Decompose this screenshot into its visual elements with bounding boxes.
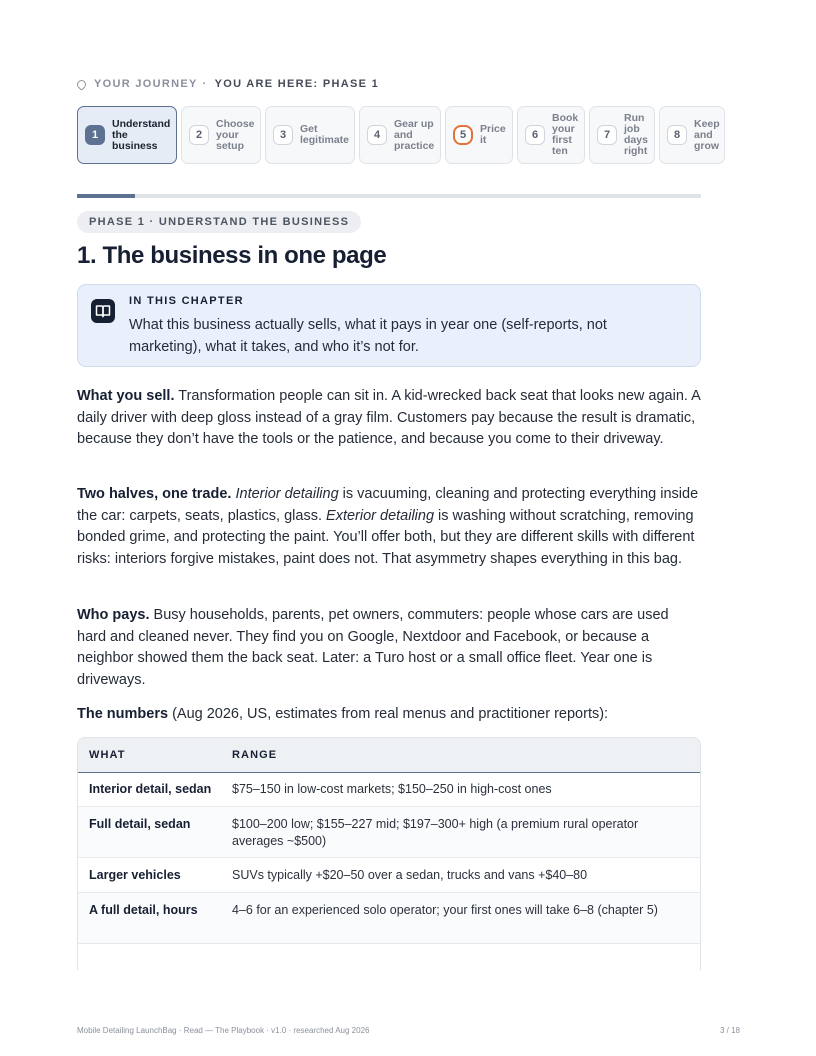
- paragraph-emphasis: Exterior detailing: [326, 507, 435, 524]
- book-icon: [91, 299, 115, 323]
- callout-text: What this business actually sells, what it pays in year one (self-reports, not marketing), what it takes, and who it’s not for.: [129, 317, 607, 355]
- row-what: Full detail, sedan: [89, 817, 191, 831]
- paragraph-numbers: [77, 704, 701, 726]
- step-label: Understand the business: [112, 117, 171, 152]
- paragraph-lead: Who pays.: [77, 607, 150, 623]
- journey-progress-bar: [77, 194, 701, 198]
- paragraph-two-halves: [77, 484, 701, 571]
- paragraph-text: is vacuuming, cleaning and protecting everything inside the car: carpets, seats, plastics, glass.: [77, 486, 699, 524]
- step-label: Run job days right: [624, 112, 648, 157]
- journey-separator: ·: [202, 78, 208, 90]
- phase-pill: PHASE 1 · UNDERSTAND THE BUSINESS: [77, 211, 361, 233]
- step-number: 2: [189, 125, 209, 145]
- step-number: 8: [667, 125, 687, 145]
- table-header: [78, 738, 700, 773]
- callout-label: IN THIS CHAPTER: [129, 295, 244, 307]
- step-4[interactable]: [359, 106, 441, 164]
- step-number: 5: [453, 125, 473, 145]
- paragraph-what-you-sell: [77, 386, 701, 451]
- paragraph-lead: Two halves, one trade.: [77, 486, 232, 502]
- location-pin-icon: [75, 78, 88, 91]
- row-what: Larger vehicles: [89, 867, 181, 882]
- chapter-callout: [77, 284, 701, 367]
- table-row: [78, 893, 700, 944]
- step-7[interactable]: [589, 106, 655, 164]
- step-number: 1: [85, 125, 105, 145]
- paragraph-text: (Aug 2026, US, estimates from real menus and practitioner reports):: [168, 706, 609, 722]
- step-label: Choose your setup: [216, 117, 255, 152]
- table-row: [78, 858, 700, 893]
- numbers-table: [77, 737, 701, 970]
- step-2[interactable]: [181, 106, 261, 164]
- paragraph-lead: The numbers: [77, 706, 169, 722]
- step-number: 4: [367, 125, 387, 145]
- step-8[interactable]: [659, 106, 725, 164]
- row-range: $75–150 in low-cost markets; $150–250 in high-cost ones: [232, 782, 552, 796]
- journey-header: [77, 78, 379, 90]
- step-number: 3: [273, 125, 293, 145]
- step-label: Price it: [480, 123, 506, 146]
- step-label: Keep and grow: [694, 117, 720, 152]
- paragraph-emphasis: Interior detailing: [235, 486, 339, 502]
- journey-progress-fill: [77, 194, 135, 198]
- step-1[interactable]: [77, 106, 177, 164]
- column-header-what: WHAT: [89, 749, 126, 761]
- journey-steps: [77, 106, 725, 164]
- step-5[interactable]: [445, 106, 513, 164]
- step-label: Gear up and practice: [394, 117, 435, 152]
- paragraph-lead: What you sell.: [77, 388, 175, 404]
- footer-page-number: 3 / 18: [719, 1026, 740, 1035]
- table-row: [78, 773, 700, 807]
- journey-current-phase: YOU ARE HERE: PHASE 1: [214, 78, 380, 90]
- paragraph-text: is washing without scratching, removing bonded grime, and protecting the paint. You’ll offer both, but they are different skills with different risks: interiors forgive mistakes, paint does not. That asymmetry shapes everything in this bag.: [77, 507, 695, 568]
- step-3[interactable]: [265, 106, 355, 164]
- chapter-title: 1. The business in one page: [77, 242, 387, 269]
- row-what: A full detail, hours: [89, 903, 198, 917]
- row-range: SUVs typically +$20–50 over a sedan, trucks and vans +$40–80: [232, 867, 588, 882]
- paragraph-who-pays: [77, 605, 701, 692]
- row-range: $100–200 low; $155–227 mid; $197–300+ high (a premium rural operator averages ~$500): [232, 817, 639, 848]
- step-label: Get legitimate: [300, 123, 350, 146]
- journey-label: YOUR JOURNEY: [94, 78, 198, 90]
- row-range: 4–6 for an experienced solo operator; your first ones will take 6–8 (chapter 5): [232, 903, 658, 917]
- row-what: Interior detail, sedan: [89, 782, 212, 796]
- table-row: [78, 807, 700, 858]
- step-number: 6: [525, 125, 545, 145]
- step-6[interactable]: [517, 106, 585, 164]
- paragraph-text: Busy households, parents, pet owners, commuters: people whose cars are used hard and cleaned never. They find you on Google, Nextdoor and Facebook, or because a neighbor showed them the back seat. Later: a Turo host or a small office fleet. Year one is driveways.: [77, 607, 669, 689]
- paragraph-text: Transformation people can sit in. A kid-wrecked back seat that looks new again. A daily driver with deep gloss instead of a gray film. Customers pay because the result is dramatic, because they don’t have the tools or the patience, and because you come to their driveway.: [77, 388, 701, 448]
- column-header-range: RANGE: [232, 749, 278, 761]
- footer-document-info: Mobile Detailing LaunchBag · Read — The Playbook · v1.0 · researched Aug 2026: [77, 1026, 370, 1035]
- step-label: Book your first ten: [552, 112, 579, 157]
- step-number: 7: [597, 125, 617, 145]
